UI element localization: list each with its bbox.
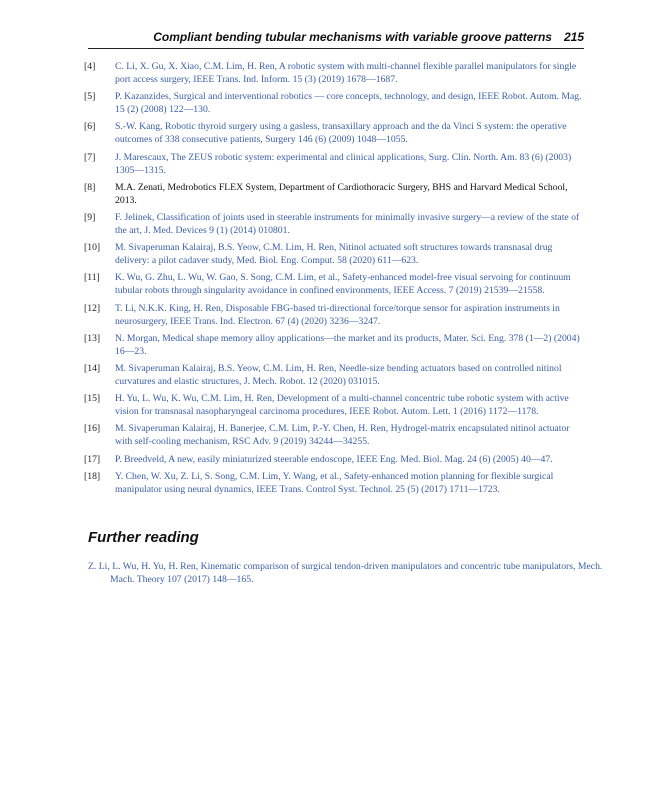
reference-item[interactable] — [84, 423, 584, 449]
reference-number: [18] — [84, 470, 101, 482]
reference-number: [14] — [84, 363, 101, 375]
running-head-title: Compliant bending tubular mechanisms with variable groove patterns — [153, 30, 552, 44]
reference-number: [17] — [84, 453, 101, 465]
reference-list — [84, 61, 584, 501]
reference-link[interactable]: S.-W. Kang, Robotic thyroid surgery using a gasless, transaxillary approach and the da Vinci S system: the operative outcomes of 338 consecutive patients, Surgery 146 (6) (2009) 1048—1055. — [115, 121, 567, 146]
reference-item[interactable] — [84, 363, 584, 389]
reference-link[interactable]: M. Sivaperuman Kalairaj, B.S. Yeow, C.M. Lim, H. Ren, Nitinol actuated soft structures towards transnasal drug delivery: a pilot cadaver study, Med. Biol. Eng. Comput. 58 (2020) 611—623. — [115, 242, 553, 267]
reference-item[interactable] — [84, 454, 584, 467]
running-head — [88, 30, 584, 44]
page-number: 215 — [563, 30, 584, 44]
reference-link[interactable]: C. Li, X. Gu, X. Xiao, C.M. Lim, H. Ren, A robotic system with multi-channel flexible parallel manipulators for single port access surgery, IEEE Trans. Ind. Inform. 15 (3) (2019) 1678—1687. — [115, 61, 577, 85]
reference-number: [8] — [84, 181, 96, 193]
header-rule — [88, 48, 584, 49]
reference-link[interactable]: P. Breedveld, A new, easily miniaturized steerable endoscope, IEEE Eng. Med. Biol. Mag. 24 (6) (2005) 40—47. — [115, 453, 553, 465]
reference-item — [84, 182, 584, 208]
reference-text: M.A. Zenati, Medrobotics FLEX System, Department of Cardiothoracic Surgery, BHS and Harvard Medical School, 2013. — [115, 181, 568, 206]
further-reading-heading: Further reading — [88, 529, 199, 546]
reference-link[interactable]: M. Sivaperuman Kalairaj, B.S. Yeow, C.M. Lim, H. Ren, Needle-size bending actuators based on controlled nitinol curvatures and elastic structures, J. Mech. Robot. 12 (2020) 031015. — [115, 363, 562, 387]
reference-number: [15] — [84, 393, 101, 405]
reference-item[interactable] — [84, 212, 584, 238]
reference-item[interactable] — [84, 272, 584, 298]
reference-number: [6] — [84, 121, 96, 133]
reference-link[interactable]: M. Sivaperuman Kalairaj, H. Banerjee, C.M. Lim, P.-Y. Chen, H. Ren, Hydrogel-matrix encapsulated nitinol actuator with self-cooling mechanism, RSC Adv. 9 (2019) 34244—34255. — [115, 423, 570, 448]
reference-link[interactable]: F. Jelinek, Classification of joints used in steerable instruments for minimally invasive surgery—a review of the state of the art, J. Med. Devices 9 (1) (2014) 010801. — [115, 212, 580, 236]
reference-number: [12] — [84, 302, 101, 314]
further-reading-item[interactable]: Z. Li, L. Wu, H. Yu, H. Ren, Kinematic comparison of surgical tendon-driven manipulators and concentric tube manipulators, Mech. Mach. Theory 107 (2017) 148—165. — [88, 561, 603, 585]
reference-number: [5] — [84, 91, 96, 103]
reference-item[interactable] — [84, 152, 584, 178]
reference-item[interactable] — [84, 121, 584, 147]
reference-item[interactable] — [84, 303, 584, 329]
reference-link[interactable]: Y. Chen, W. Xu, Z. Li, S. Song, C.M. Lim, Y. Wang, et al., Safety-enhanced motion planning for flexible surgical manipulator using neural dynamics, IEEE Trans. Control Syst. Technol. 25 (5) (2017) 1711—1723. — [115, 470, 554, 495]
reference-item[interactable] — [84, 333, 584, 359]
reference-link[interactable]: T. Li, N.K.K. King, H. Ren, Disposable FBG-based tri-directional force/torque sensor for aspiration instruments in neurosurgery, IEEE Trans. Ind. Electron. 67 (4) (2020) 3236—3247. — [115, 302, 560, 327]
reference-link[interactable]: N. Morgan, Medical shape memory alloy applications—the market and its products, Mater. Sci. Eng. 378 (1—2) (2004) 16—23. — [115, 332, 580, 357]
reference-number: [7] — [84, 151, 96, 163]
reference-number: [13] — [84, 332, 101, 344]
reference-item[interactable] — [84, 393, 584, 419]
reference-link[interactable]: P. Kazanzides, Surgical and interventional robotics — core concepts, technology, and design, IEEE Robot. Autom. Mag. 15 (2) (2008) 122—130. — [115, 91, 582, 116]
reference-item[interactable] — [84, 61, 584, 87]
reference-number: [10] — [84, 242, 101, 254]
reference-link[interactable]: H. Yu, L. Wu, K. Wu, C.M. Lim, H. Ren, Development of a multi-channel concentric tube robotic system with active vision for transnasal nasopharyngeal carcinoma procedures, IEEE Robot. Autom. Lett. 1 (2016) 1172—1178. — [115, 393, 569, 418]
reference-number: [4] — [84, 61, 96, 72]
reference-item[interactable] — [84, 471, 584, 497]
reference-number: [16] — [84, 423, 101, 435]
reference-item[interactable] — [84, 242, 584, 268]
reference-link[interactable]: J. Marescaux, The ZEUS robotic system: experimental and clinical applications, Surg. Clin. North. Am. 83 (6) (2003) 1305—1315. — [115, 151, 572, 176]
reference-item[interactable] — [84, 91, 584, 117]
reference-link[interactable]: K. Wu, G. Zhu, L. Wu, W. Gao, S. Song, C.M. Lim, et al., Safety-enhanced model-free visual servoing for continuum tubular robots through singularity avoidance in confined environments, IEEE Access. 7 (2019) 21539—21558. — [115, 272, 571, 297]
reference-number: [9] — [84, 212, 96, 224]
reference-number: [11] — [84, 272, 100, 284]
